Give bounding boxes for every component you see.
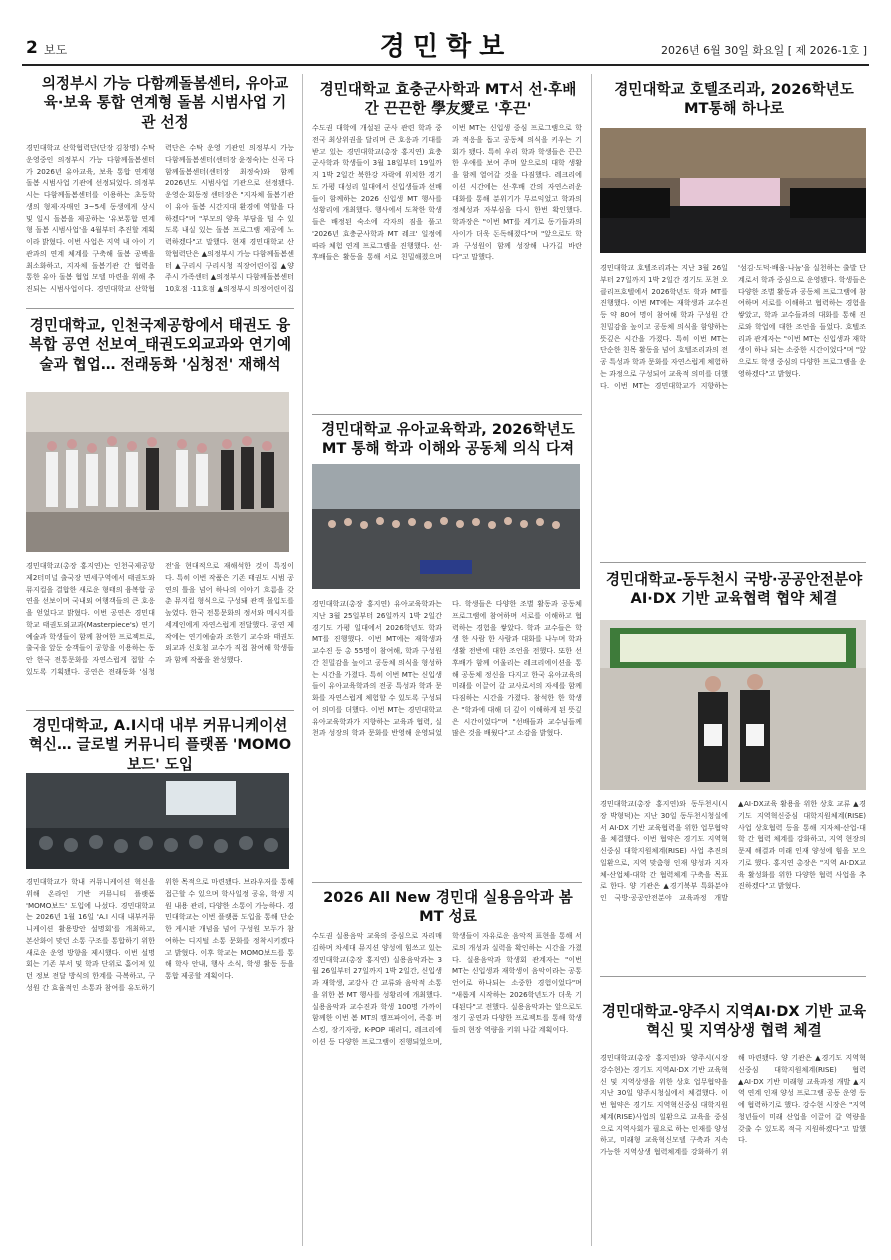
article-body: 경민대학교가 학내 커뮤니케이션 혁신을 위해 온라인 기반 커뮤니티 플랫폼 'MOMO보드' 도입에 나섰다. 경민대학교는 2026년 1월 16일 'A.I 시대 내부커뮤니케이션 활용방안 설명회'를 개최하고, 본산화이 맞던 소통 구조를 통합하기 위한 새로운 운영 방향을 제시했다. 이번 설명회는 기존 부서 및 학과 단위로 흩어져 있던 정보 전달 방식의 한계를 극복하고, 구성원 간 효율적인 소통과 참여를 유도하기 위한 목적으로 마련됐다. 브라우저를 통해 접근할 수 있으며 학사일정 공유, 학생 지원 내용 관리, 다양한 소통이 가능하다. 경민대학교는 이번 플랫폼 도입을 통해 단순한 게시판 개념을 넘어 구성원 모두가 참여하는 디지털 소통 문화를 정착시키겠다고 밝혔다. 이후 학교는 MOMO보드를 통해 학사 안내, 행사 소식, 학생 활동 등을 통합 제공할 계획이다. xyxy=(26,877,294,992)
article-title: 경민대학교-동두천시 국방·공공안전분야 AI·DX 기반 교육협력 협약 체결 xyxy=(605,571,863,608)
article-divider xyxy=(26,308,294,309)
agreement-signing-photo xyxy=(600,620,866,790)
article-body: 경민대학교 산학협력단(단장 김창명) 수탁 운영중인 의정부시 가능 다함께돌봄센터가 2026년 유아교육, 보육 통합 연계형 돌봄 시범사업 기관에 선정되었다. 의정부시는 다함께돌봄센터를 이용하는 초등학생의 형제·자매인 3~5세 동생에게 상시 및 일시 돌봄을 제공하는 '유보통합 연계형 돌봄 시범사업'을 4월부터 추진할 계획이라 밝혔다. 이번 사업은 지역 내 아이 기관과의 연계 체계를 구축해 돌봄 공백을 최소화하고, 지자체 돌봄기관 간 협력을 통한 유아 돌봄 협업 모델 마련을 위해 추진되는 시범사업이다. 경민대학교 산학협력단은 수탁 운영 기관인 의정부시 가능 다함께돌봄센터(센터장 윤정숙)는 신곡 다함께돌봄센터(센터장 최정숙)와 함께 2026년도 시범사업 기관으로 선정됐다. 운영순·회동정 센터장은 "지자체 돌봄기관이 유아 돌봄 시간지대 환경에 역할을 다하겠다"며 "부모의 양육 부담을 덜 수 있도록 내실 있는 돌봄 프로그램 제공에 노력하겠다"고 말했다. 현재 경민대학교 산학협력단은 ▲의정부시 가능 다함께돌봄센터 ▲구리시 구리시청 직장어린이집 ▲양주시 가족센터 ▲의정부시 다함께돌봄센터 10호점 ·11호점 ▲의정부시 의정어린이집 xyxy=(26,143,294,294)
article-body: 경민대학교(총장 홍지연)와 양주시(시장 강수현)는 경기도 지역AI·DX 기반 교육혁신 및 지역상생을 위한 상호 업무협약을 지난 30일 양주시청실에서 체결했다. 이번 협약은 경기도 지역혁신중심 대학지원체계(RISE)사업의 일환으로 교육을 중심으로 지역사회가 필요로 하는 인재를 양성하고, 미래형 교육혁신모델 구축과 지속 가능한 지역상생 협력체계를 강화하기 위해 마련됐다. 양 기관은 ▲경기도 지역혁신중심 대학지원체계(RISE) 협력 ▲AI·DX 기반 미래형 교육과정 개발 ▲지역 연계 인재 양성 프로그램 공동 운영 등에 협력하기로 했다. 강수현 시장은 "지역 청년들이 미래 산업을 이끌어 갈 역량을 갖출 수 있도록 적극 지원하겠다"고 말했다. xyxy=(600,1053,866,1157)
article-body: 경민대학교(총장 홍지연)는 인천국제공항 제2터미널 출국장 면세구역에서 태권도와 뮤지컬을 결합한 새로운 형태의 융복합 공연을 선보이며 국내외 여행객들의 큰 호응을 얻었다고 밝혔다. 이번 공연은 경민대학교 태권도외교과(Masterpiece's) 연기예술과 학생들이 함께 참여한 프로젝트로, 출국을 앞둔 승객들이 공항을 이용하는 동안 한국 전통문화를 자연스럽게 접할 수 있도록 기획됐다. 공연은 전래동화 '심청전'을 현대적으로 재해석한 것이 특징이다. 특히 이번 작품은 기존 태권도 시범 공연의 틀을 넘어 하나의 이야기 흐름을 갖춘 뮤지컬 형식으로 구성돼 관객 몰입도를 높였다. 한국 전통문화의 정서와 메시지를 세계인에게 자연스럽게 전달했다. 공연 제작에는 연기예술과 조한기 교수와 태권도외교과 신호철 교수가 직접 참여해 학생들과 함께 작품을 완성했다. xyxy=(26,561,294,676)
taekwondo-performance-photo xyxy=(26,392,289,552)
section-label: 보도 xyxy=(44,43,68,57)
issue-date: 2026년 6월 30일 화요일 [ 제 2026-1호 ] xyxy=(660,44,867,57)
article-divider xyxy=(312,414,582,415)
masthead: 경민학보 xyxy=(379,32,513,62)
column-divider xyxy=(591,74,592,1246)
article-divider xyxy=(26,710,294,711)
article-title: 경민대학교, A.I시대 내부 커뮤니케이션 혁신… 글로벌 커뮤니티 플랫폼 'MOMO보드' 도입 xyxy=(28,717,292,773)
article-title: 경민대학교 호텔조리과, 2026학년도 MT통해 하나로 xyxy=(614,81,854,118)
article-body: 경민대학교(총장 홍지연) 유아교육학과는 지난 3월 25일부터 26일까지 1박 2일간 경기도 가평 일대에서 2026학년도 학과 MT를 진행했다. 이번 MT에는 재학생과 교수진 등 총 55명이 참여해, 학과 구성원 간 친밀감을 높이고 공동체 의식을 형성하는 시간을 가졌다. 특히 이번 MT는 신입생들이 유아교육학과의 전공 특성과 학과 문화를 자연스럽게 체험할 수 있도록 구성되어 의미를 더했다. 이번 MT는 경민대학교 유아교육학과가 지향하는 교육과 협력, 실천과 성장의 학과 문화를 반영해 운영되었다. 학생들은 다양한 조별 활동과 공동체 프로그램에 참여하며 서로를 이해하고 협력하는 경험을 쌓았다. 학과 교수들은 학생 한 사람 한 사람과 대화를 나누며 학과 생활 전반에 대한 조언을 전했다. 또한 선후배가 함께 어울리는 레크리에이션을 통해 공동체 정신을 다지고 한국 유아교육의 미래를 이끌어 갈 교사로서의 자세를 함께 다짐하는 시간을 가졌다. 참석한 한 학생은 "학과에 대해 더 깊이 이해하게 된 뜻깊은 시간이었다"며 "선배들과 교수님들께 많은 것을 배웠다"고 소감을 밝혔다. xyxy=(312,599,582,738)
article-body: 경민대학교 호텔조리과는 지난 3월 26일부터 27일까지 1박 2일간 경기도 포천 오클리프호텔에서 2026학년도 학과 MT를 진행했다. 이번 MT에는 재학생과 교수진 등 약 80여 명이 참여해 학과 구성원 간 친밀감을 높이고 공동체 의식을 함양하는 뜻깊은 시간을 가졌다. 특히 이번 MT는 단순한 친목 활동을 넘어 호텔조리과의 전공 특성과 학과 문화를 자연스럽게 체험하는 과정으로 구성되어 교육적 의미를 더했다. 이번 MT는 경민대학교가 지향하는 '섬김·도덕·배움·나눔'을 실천하는 출발 단계로서 학과 중심으로 운영됐다. 학생들은 다양한 조별 활동과 공동체 프로그램에 참여하며 서로를 이해하고 협력하는 경험을 쌓았고, 학과 교수들과의 대화를 통해 진로와 학업에 대한 조언을 들었다. 호텔조리과 관계자는 "이번 MT는 신입생과 재학생이 하나 되는 소중한 시간이었다"며 "앞으로도 학생 중심의 다양한 프로그램을 운영하겠다"고 밝혔다. xyxy=(600,263,866,390)
page-number: 2 xyxy=(26,38,38,58)
column-divider xyxy=(302,74,303,1246)
article-title: 의정부시 가능 다함께돌봄센터, 유아교육·보육 통합 연계형 돌봄 시범사업 기관 선정 xyxy=(41,75,289,131)
article-body: 수도권 실용음악 교육의 중심으로 자리매김하며 차세대 뮤지션 양성에 힘쓰고 있는 경민대학교(총장 홍지연) 실용음악과는 3월 26일부터 27일까지 1박 2일간, 신입생과 재학생, 교강사 간 교류와 음악적 소통을 위한 봄 MT 행사를 성황리에 개최했다. 실용음악과 교수진과 학생 100명 가까이 함께한 이번 봄 MT의 캠프파이어, 즉흥 버스킹, 장기자랑, K-POP 패러디, 레크리에이션 등 다양한 프로그램이 진행되었으며, 학생들이 자유로운 음악적 표현을 통해 서로의 개성과 실력을 확인하는 시간을 가졌다. 실용음악과 학생회 관계자는 "이번 MT는 신입생과 재학생이 음악이라는 공통 언어로 하나되는 소중한 경험이었다"며 "새롭게 시작하는 2026학년도가 더욱 기대된다"고 전했다. 실용음악과는 앞으로도 정기 공연과 다양한 프로젝트를 통해 학생들의 현장 역량을 키워 나갈 계획이다. xyxy=(312,931,582,1046)
article-divider xyxy=(600,562,866,563)
group-photo xyxy=(312,464,580,589)
article-title: 경민대학교-양주시 지역AI·DX 기반 교육혁신 및 지역상생 협력 체결 xyxy=(601,1003,867,1040)
article-title: 경민대학교 유아교육학과, 2026학년도 MT 통해 학과 이해와 공동체 의식 다져 xyxy=(321,421,575,458)
article-title: 경민대학교, 인천국제공항에서 태권도 융복합 공연 선보여_태권도외교과와 연기예술과 협업… 전래동화 '심청전' 재해석 xyxy=(28,317,292,373)
article-divider xyxy=(600,976,866,977)
article-title: 2026 All New 경민대 실용음악과 봄 MT 성료 xyxy=(323,889,573,926)
seminar-photo xyxy=(26,773,289,869)
group-photo xyxy=(600,128,866,253)
article-body: 경민대학교(총장 홍지연)와 동두천시(시장 박형덕)는 지난 30일 동두천시청실에서 AI·DX 기반 교육협력을 위한 업무협약을 체결했다. 이번 협약은 경기도 지역혁신중심 대학지원체계(RISE) 사업 추진의 일환으로, 지역 맞춤형 인재 양성과 지자체-산업체-대학 간 협력체계 구축을 목표로 한다. 양 기관은 ▲경기북부 특화분야인 국방·공공안전분야 교육과정 개발 ▲AI·DX교육 활용을 위한 상호 교류 ▲경기도 지역혁신중심 대학지원체계(RISE)사업 상호협력 등을 통해 지자체-산업-대학 간 협력 체계를 강화하고, 지역 현장의 문제 해결과 미래 인재 양성에 힘을 모으기로 했다. 홍지연 총장은 "지역 AI·DX교육 활성화를 위한 다양한 협력 사업을 추진하겠다"고 밝혔다. xyxy=(600,799,866,903)
header-rule xyxy=(22,64,869,66)
article-divider xyxy=(312,882,582,883)
article-body: 수도권 대학에 개설된 군사 관련 학과 중 전국 최상위권을 달리며 큰 호응과 기대를 받고 있는 경민대학교(총장 홍지연) 효충군사학과 학생들이 3월 18일부터 19일까지 1박 2일간 북한강 자락에 위치한 경기도 가평 대성리 일대에서 신입생들과 선배들이 함께하는 2026 신입생 MT 행사를 성황리에 개최했다. 행사에서 도착한 학생들은 배정된 숙소에 각자의 짐을 풀고 '2026년 효충군사학과 MT 레크' 일정에 따라 체험 연계 프로그램을 진행했다. 선·후배들은 활동을 통해 서로 친밀해졌으며 이번 MT는 신입생 중심 프로그램으로 학과 적응을 돕고 공동체 의식을 키우는 기회가 됐다. 특히 우리 학과 학생들은 끈끈한 우애를 보여 주며 앞으로의 대학 생활을 함께 열어갈 것을 다짐했다. 레크리에이션 시간에는 선·후배 간의 자연스러운 대화를 통해 분위기가 무르익었고 학과의 정체성과 자부심을 다시 한번 확인했다. 학과장은 "이번 MT를 계기로 동기들과의 사이가 더욱 돈독해졌다"며 "앞으로도 학과 구성원이 함께 성장해 나가길 바란다"고 말했다. xyxy=(312,123,582,262)
article-title: 경민대학교 효충군사학과 MT서 선·후배 간 끈끈한 學友愛로 '후끈' xyxy=(319,81,577,118)
